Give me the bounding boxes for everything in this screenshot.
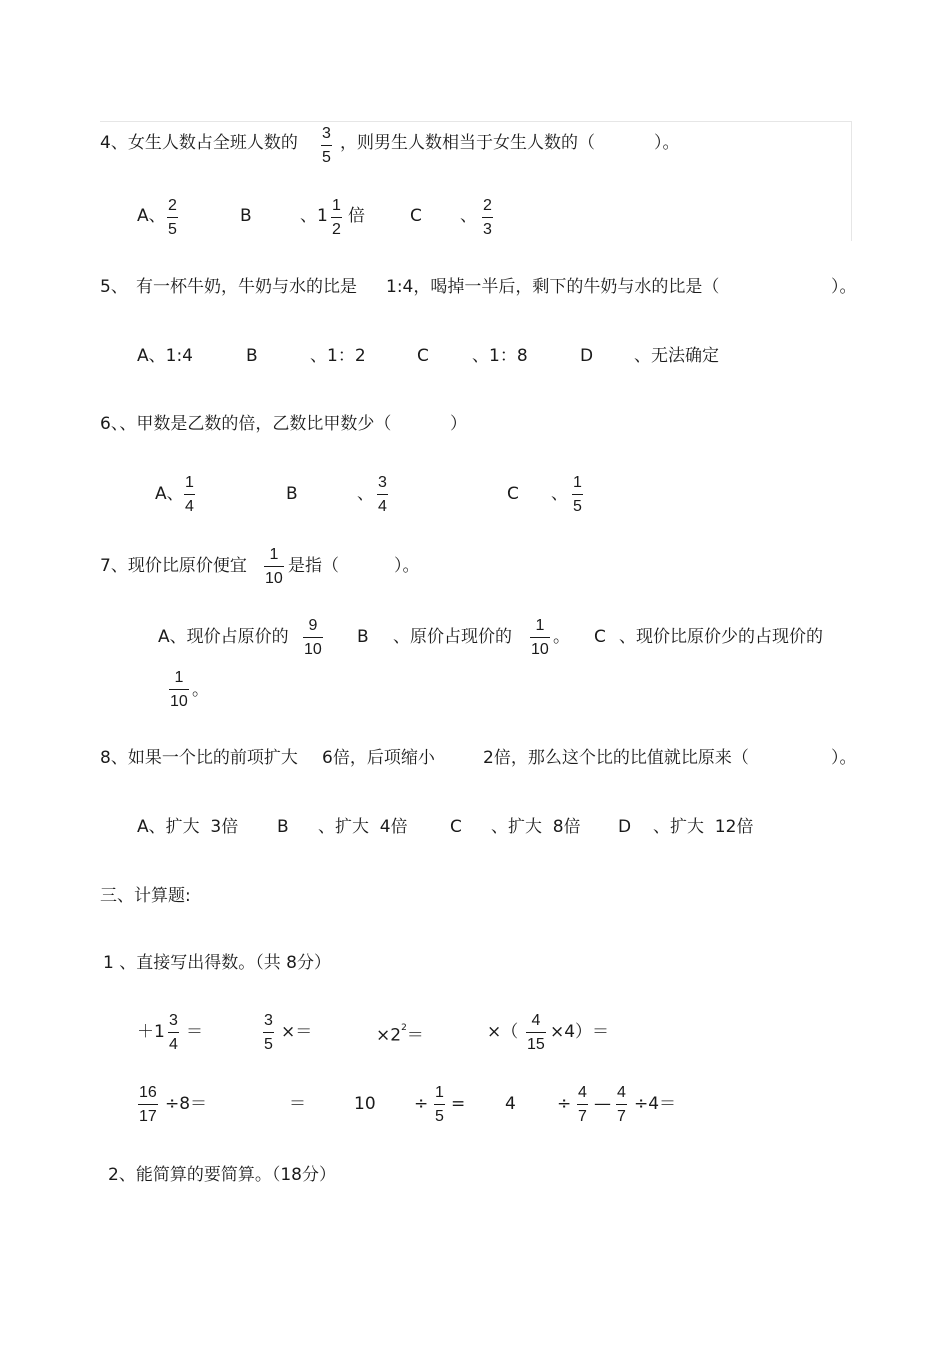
calc-1-fraction bbox=[168, 1012, 179, 1054]
q6-option-a-fraction bbox=[184, 474, 195, 516]
num: 2 bbox=[168, 197, 177, 214]
q7-option-c-text: 、现价比原价少的占现价的 bbox=[619, 627, 823, 647]
q5-option-c-text: 、1：8 bbox=[472, 346, 528, 366]
q7-option-b-fraction bbox=[530, 617, 550, 659]
calc-8-minus: — bbox=[594, 1094, 611, 1114]
q7-option-a-fraction bbox=[303, 617, 323, 659]
q6-option-b-text: 、 bbox=[357, 484, 374, 504]
q5-option-c-letter: C bbox=[417, 346, 429, 366]
q8-option-d-letter: D bbox=[618, 817, 632, 837]
q5-option-b-text: 、1：2 bbox=[310, 346, 366, 366]
q5-option-a: A、1:4 bbox=[137, 346, 193, 366]
num: 1 bbox=[332, 197, 341, 214]
calc-1-plus: ＋1 bbox=[137, 1022, 165, 1042]
num: 4 bbox=[617, 1084, 626, 1101]
den: 4 bbox=[378, 498, 387, 515]
den: 10 bbox=[304, 641, 322, 658]
q6-option-a: A、 bbox=[155, 484, 184, 504]
num: 9 bbox=[308, 617, 318, 634]
den: 17 bbox=[139, 1108, 157, 1125]
calc-7-number: 10 bbox=[354, 1094, 376, 1114]
den: 5 bbox=[573, 498, 582, 515]
num: 1 bbox=[535, 617, 545, 634]
q4-text-b: ，则男生人数相当于女生人数的（ bbox=[340, 133, 595, 153]
den: 7 bbox=[617, 1108, 626, 1125]
section-3-sub-2: 2、能简算的要简算。（18分） bbox=[108, 1165, 336, 1185]
den: 10 bbox=[265, 570, 283, 587]
q7-option-b-text: 、原价占现价的 bbox=[393, 627, 512, 647]
calc-4-tail: ×4）＝ bbox=[550, 1022, 610, 1042]
calc-4-open: ×（ bbox=[487, 1022, 519, 1042]
q8-option-b-letter: B bbox=[277, 817, 289, 837]
q7-option-c-suffix: 。 bbox=[192, 680, 209, 700]
den: 10 bbox=[531, 641, 549, 658]
calc-4-fraction bbox=[526, 1012, 546, 1054]
q4-option-c-text: 、 bbox=[460, 206, 477, 226]
q4-option-b-letter: B bbox=[240, 206, 252, 226]
page-border-top bbox=[100, 121, 852, 122]
q5-option-b-letter: B bbox=[246, 346, 258, 366]
calc-8-divide: ÷ bbox=[557, 1094, 572, 1114]
section-3-sub-1: 1 、直接写出得数。（共 8分） bbox=[103, 953, 331, 973]
q6-option-c-letter: C bbox=[507, 484, 519, 504]
num: 4 bbox=[531, 1012, 541, 1029]
q4-option-b-fraction bbox=[331, 197, 342, 239]
q7-option-b-letter: B bbox=[357, 627, 369, 647]
q5-text-b: 有一杯牛奶，牛奶与水的比是 bbox=[136, 277, 357, 297]
calc-5-fraction bbox=[138, 1084, 158, 1126]
q8-option-c-letter: C bbox=[450, 817, 462, 837]
q6-text-end: ） bbox=[450, 414, 467, 434]
q7-text-b: 是指（ bbox=[288, 556, 339, 576]
q4-option-b-text: 、1 bbox=[300, 206, 328, 226]
q4-text-c: ）。 bbox=[654, 133, 680, 153]
q8-option-d-text: 、扩大 12倍 bbox=[653, 817, 754, 837]
q6-text: 6、、甲数是乙数的倍，乙数比甲数少（ bbox=[100, 414, 392, 434]
q4-option-b-suffix: 倍 bbox=[348, 206, 365, 226]
calc-8-fraction-2 bbox=[616, 1084, 627, 1126]
den: 10 bbox=[170, 693, 188, 710]
num: 2 bbox=[483, 197, 492, 214]
num: 3 bbox=[169, 1012, 178, 1029]
calc-7-divide: ÷ bbox=[414, 1094, 429, 1114]
num: 1 bbox=[573, 474, 582, 491]
num: 3 bbox=[378, 474, 387, 491]
q8-text-a: 8、如果一个比的前项扩大 bbox=[100, 748, 298, 768]
calc-8-number: 4 bbox=[505, 1094, 516, 1114]
q6-option-b-fraction bbox=[377, 474, 388, 516]
q4-option-a-fraction bbox=[167, 197, 178, 239]
q4-option-c-fraction bbox=[482, 197, 493, 239]
calc-3-equals: ＝ bbox=[406, 1025, 424, 1046]
q5-option-d-text: 、无法确定 bbox=[634, 346, 719, 366]
q4-frac-den: 5 bbox=[322, 149, 331, 166]
q8-text-d: ）。 bbox=[831, 748, 857, 768]
calc-2-tail: ×＝ bbox=[281, 1022, 313, 1042]
calc-8-fraction-1 bbox=[577, 1084, 588, 1126]
calc-7-equals: = bbox=[451, 1094, 466, 1114]
q8-text-b: 6倍，后项缩小 bbox=[322, 748, 435, 768]
calc-1-equals: ＝ bbox=[186, 1022, 203, 1042]
num: 1 bbox=[435, 1084, 444, 1101]
calc-3-base: ×2 bbox=[376, 1025, 402, 1046]
den: 5 bbox=[168, 221, 177, 238]
page-border-right bbox=[851, 121, 852, 241]
calc-3-exponent: 2 bbox=[401, 1023, 407, 1033]
num: 4 bbox=[578, 1084, 587, 1101]
den: 4 bbox=[169, 1036, 178, 1053]
calc-3-expr bbox=[376, 1022, 424, 1046]
calc-5-tail: ÷8＝ bbox=[165, 1094, 208, 1114]
num: 1 bbox=[185, 474, 194, 491]
calc-7-fraction bbox=[434, 1084, 445, 1126]
q5-number: 5、 bbox=[100, 277, 128, 297]
q6-option-c-text: 、 bbox=[551, 484, 568, 504]
calc-2-fraction bbox=[263, 1012, 274, 1054]
q7-option-a: A、现价占原价的 bbox=[158, 627, 289, 647]
q4-frac-num: 3 bbox=[322, 125, 331, 142]
q4-option-c-letter: C bbox=[410, 206, 422, 226]
q6-option-c-fraction bbox=[572, 474, 583, 516]
den: 5 bbox=[264, 1036, 273, 1053]
q7-fraction bbox=[264, 546, 284, 588]
q7-option-b-suffix: 。 bbox=[553, 627, 570, 647]
q5-option-d-letter: D bbox=[580, 346, 594, 366]
num: 16 bbox=[139, 1084, 157, 1101]
q5-text-c: 1:4，喝掉一半后，剩下的牛奶与水的比是（ bbox=[386, 277, 720, 297]
q7-text-a: 7、现价比原价便宜 bbox=[100, 556, 247, 576]
q4-text-a: 4、女生人数占全班人数的 bbox=[100, 133, 298, 153]
q8-option-a: A、扩大 3倍 bbox=[137, 817, 239, 837]
den: 2 bbox=[332, 221, 341, 238]
den: 5 bbox=[435, 1108, 444, 1125]
q4-fraction bbox=[321, 125, 332, 167]
num: 1 bbox=[174, 669, 184, 686]
q8-option-b-text: 、扩大 4倍 bbox=[318, 817, 408, 837]
calc-8-tail: ÷4＝ bbox=[634, 1094, 677, 1114]
calc-6-equals: ＝ bbox=[289, 1094, 306, 1114]
section-3-heading: 三、计算题: bbox=[100, 886, 191, 906]
den: 15 bbox=[527, 1036, 545, 1053]
num: 3 bbox=[264, 1012, 273, 1029]
q7-text-c: ）。 bbox=[394, 556, 420, 576]
den: 4 bbox=[185, 498, 194, 515]
q4-option-a: A、 bbox=[137, 206, 166, 226]
num: 1 bbox=[269, 546, 279, 563]
q7-option-c-letter: C bbox=[594, 627, 606, 647]
q5-text-d: ）。 bbox=[831, 277, 857, 297]
den: 3 bbox=[483, 221, 492, 238]
den: 7 bbox=[578, 1108, 587, 1125]
q8-text-c: 2倍，那么这个比的比值就比原来（ bbox=[483, 748, 749, 768]
q6-option-b-letter: B bbox=[286, 484, 298, 504]
q7-option-c-fraction bbox=[169, 669, 189, 711]
q8-option-c-text: 、扩大 8倍 bbox=[491, 817, 581, 837]
